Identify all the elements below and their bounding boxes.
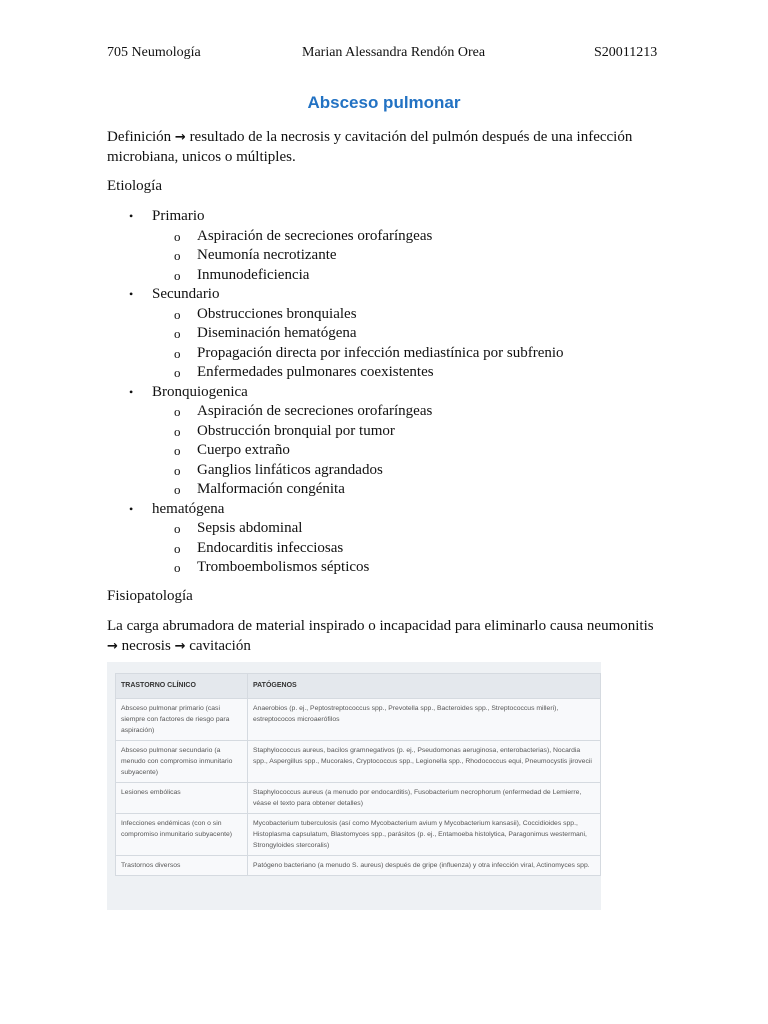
fisio-text-2: necrosis <box>121 637 171 654</box>
etiology-subitem-label: Obstrucciones bronquiales <box>197 305 357 322</box>
circle-bullet-icon: o <box>174 267 181 283</box>
circle-bullet-icon: o <box>174 482 181 497</box>
fisio-text-3: cavitación <box>189 637 251 654</box>
table-cell-trastorno: Trastornos diversos <box>116 856 248 876</box>
etiology-subitem <box>107 402 667 422</box>
etiology-subitem <box>107 558 667 578</box>
etiology-subitem <box>107 266 667 286</box>
etiology-subitem-label: Aspiración de secreciones orofaríngeas <box>197 227 433 244</box>
etiology-list <box>107 207 667 578</box>
fisio-text-1: La carga abrumadora de material inspirado o incapacidad para eliminarlo causa neumonitis <box>107 618 654 634</box>
header-student-id: S20011213 <box>594 45 658 60</box>
circle-bullet-icon: o <box>174 365 181 380</box>
etiology-subitem-label: Neumonía necrotizante <box>197 247 337 263</box>
table-row <box>116 699 601 741</box>
table-cell-patogenos: Patógeno bacteriano (a menudo S. aureus) después de gripe (influenza) y otra infección viral, Actinomyces spp. <box>248 856 601 876</box>
right-arrow-icon: → <box>174 130 186 145</box>
etiology-subitem-label: Cuerpo extraño <box>197 442 290 458</box>
etiology-subitem <box>107 461 667 481</box>
table-row <box>116 814 601 856</box>
etiology-subitem-label: Tromboembolismos sépticos <box>197 559 370 575</box>
etiology-item-label: hematógena <box>152 500 225 517</box>
etiology-subitem <box>107 422 667 442</box>
circle-bullet-icon: o <box>174 560 181 575</box>
right-arrow-icon: → <box>174 638 186 654</box>
etiology-subitem-label: Aspiración de secreciones orofaríngeas <box>197 403 433 419</box>
circle-bullet-icon: o <box>174 345 181 361</box>
table-cell-patogenos: Staphylococcus aureus, bacilos gramnegativos (p. ej., Pseudomonas aeruginosa, enterobacterias), Nocardia spp., Aspergillus spp., Mucorales, Cryptococcus spp., Legionella spp., Rhodococcus equi, Pneumocystis jirovecii <box>248 741 601 783</box>
etiology-subitem <box>107 344 667 364</box>
etiology-item-label: Secundario <box>152 286 220 302</box>
bullet-icon: • <box>129 501 134 516</box>
etiology-subitem <box>107 305 667 325</box>
etiology-subitem-label: Sepsis abdominal <box>197 520 303 536</box>
etiology-item-label: Bronquiogenica <box>152 383 248 400</box>
etiology-subitem <box>107 480 667 500</box>
etiology-subitem-label: Obstrucción bronquial por tumor <box>197 422 395 439</box>
circle-bullet-icon: o <box>174 248 181 263</box>
fisiopatologia-heading: Fisiopatología <box>107 588 193 604</box>
table-cell-trastorno: Lesiones embólicas <box>116 783 248 814</box>
etiology-subitem-label: Endocarditis infecciosas <box>197 539 344 556</box>
definition-paragraph <box>107 128 667 167</box>
etiology-item <box>107 383 667 403</box>
circle-bullet-icon: o <box>174 423 181 439</box>
table-row <box>116 856 601 876</box>
circle-bullet-icon: o <box>174 306 181 322</box>
table-cell-patogenos: Mycobacterium tuberculosis (así como Mycobacterium avium y Mycobacterium kansasii), Coccidioides spp., Histoplasma capsulatum, Blastomyces spp., parásitos (p. ej., Entamoeba histolytica, Paragonimus westermani, Strongyloides stercoralis) <box>248 814 601 856</box>
table-header-trastorno: TRASTORNO CLÍNICO <box>116 674 248 699</box>
right-arrow-icon: → <box>107 638 118 654</box>
circle-bullet-icon: o <box>174 443 181 458</box>
etiology-subitem <box>107 363 667 383</box>
header-author: Marian Alessandra Rendón Orea <box>302 45 486 60</box>
fisiopatologia-paragraph <box>107 617 667 656</box>
circle-bullet-icon: o <box>174 326 181 341</box>
table-row <box>116 741 601 783</box>
etiology-subitem-label: Ganglios linfáticos agrandados <box>197 461 383 478</box>
etiology-subitem-label: Diseminación hematógena <box>197 325 357 341</box>
etiology-subitem <box>107 246 667 266</box>
table-cell-trastorno: Infecciones endémicas (con o sin compromiso inmunitario subyacente) <box>116 814 248 856</box>
header-course: 705 Neumología <box>107 45 201 60</box>
page-title: Absceso pulmonar <box>307 93 461 112</box>
table-row <box>116 783 601 814</box>
circle-bullet-icon: o <box>174 462 181 478</box>
table-cell-patogenos: Anaerobios (p. ej., Peptostreptococcus spp., Prevotella spp., Bacteroides spp., Streptococcus milleri), estreptococos microaerófilos <box>248 699 601 741</box>
etiology-subitem-label: Inmunodeficiencia <box>197 266 310 283</box>
etiology-item <box>107 500 667 520</box>
table-cell-trastorno: Absceso pulmonar secundario (a menudo con compromiso inmunitario subyacente) <box>116 741 248 783</box>
etiology-heading: Etiología <box>107 178 162 194</box>
etiology-subitem-label: Malformación congénita <box>197 481 345 497</box>
table-header-row <box>116 674 601 699</box>
etiology-item <box>107 285 667 305</box>
definition-label: Definición <box>107 129 172 145</box>
etiology-item <box>107 207 667 227</box>
etiology-subitem <box>107 519 667 539</box>
etiology-item-label: Primario <box>152 208 205 224</box>
pathogens-table <box>115 673 601 876</box>
etiology-subitem <box>107 539 667 559</box>
bullet-icon: • <box>129 287 134 301</box>
table-cell-patogenos: Staphylococcus aureus (a menudo por endocarditis), Fusobacterium necrophorum (enfermedad de Lemierre, véase el texto para obtener detalles) <box>248 783 601 814</box>
etiology-subitem <box>107 324 667 344</box>
bullet-icon: • <box>129 209 134 223</box>
etiology-subitem-label: Propagación directa por infección mediastínica por subfrenio <box>197 344 564 361</box>
etiology-subitem <box>107 441 667 461</box>
circle-bullet-icon: o <box>174 540 181 556</box>
etiology-subitem-label: Enfermedades pulmonares coexistentes <box>197 364 434 380</box>
circle-bullet-icon: o <box>174 404 181 419</box>
etiology-subitem <box>107 227 667 247</box>
pathogens-table-image <box>107 662 601 910</box>
bullet-icon: • <box>129 384 134 399</box>
circle-bullet-icon: o <box>174 228 181 244</box>
table-cell-trastorno: Absceso pulmonar primario (casi siempre con factores de riesgo para aspiración) <box>116 699 248 741</box>
circle-bullet-icon: o <box>174 521 181 536</box>
definition-text: resultado de la necrosis y cavitación del pulmón después de una infección microbiana, unicos o múltiples. <box>107 129 633 165</box>
table-header-patogenos: PATÓGENOS <box>248 674 601 699</box>
